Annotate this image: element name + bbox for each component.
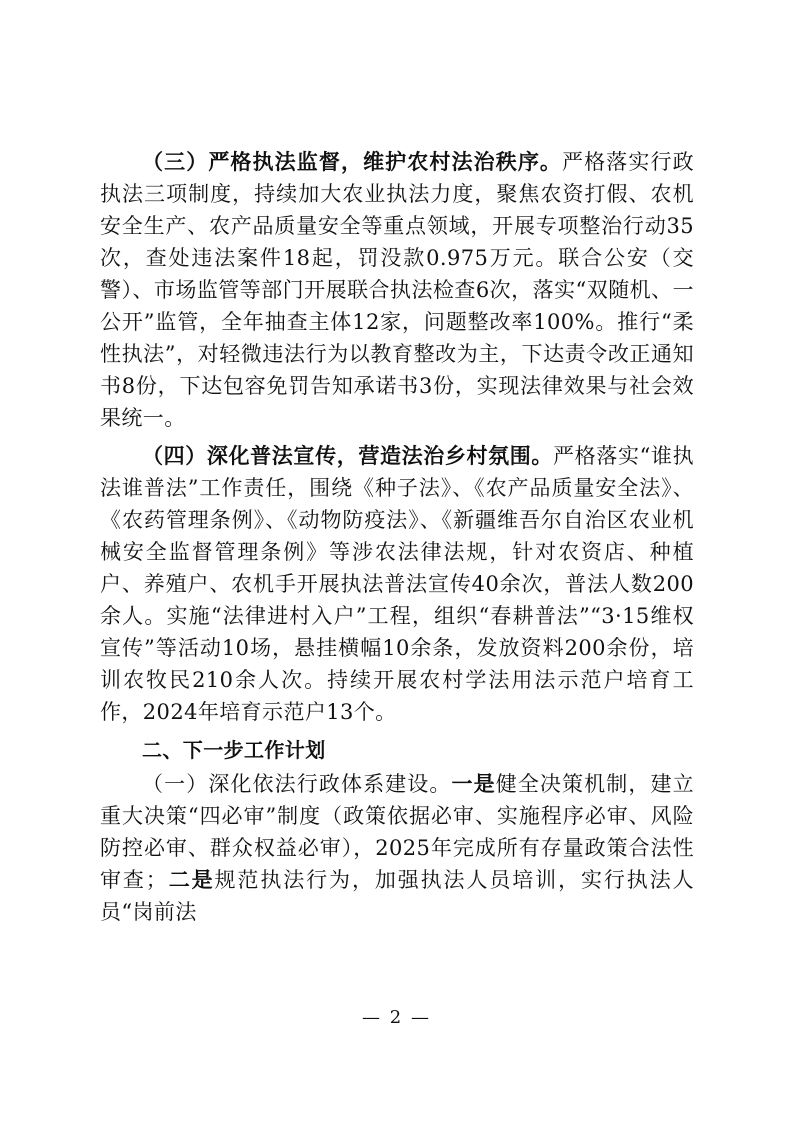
plan-second-text: 规范执法行为，加强执法人员培训，实行执法人员“岗前法 <box>100 868 694 924</box>
paragraph-law-enforcement-supervision <box>100 146 694 434</box>
plan-first-label: 一是 <box>451 771 496 796</box>
plan-first-text: 健全决策机制，建立重大决策“四必审”制度（政策依据必审、实施程序必审、风险防控必审、群众权益必审），2025年完成所有存量政策合法性审查； <box>100 772 694 892</box>
page-number: — 2 — <box>362 1007 431 1028</box>
section-heading: 二、下一步工作计划 <box>142 738 326 762</box>
paragraph-text: 严格落实“谁执法谁普法”工作责任，围绕《种子法》、《农产品质量安全法》、《农药管理条例》、《动物防疫法》、《新疆维吾尔自治区农业机械安全监督管理条例》等涉农法律法规，针对农资店、种植户、养殖户、农机手开展执法普法宣传40余次，普法人数200余人。实施“法律进村入户”工程，组织“春耕普法”“3·15维权宣传”等活动10场，悬挂横幅10余条，发放资料200余份，培训农牧民210余人次。持续开展农村学法用法示范户培育工作，2024年培育示范户13个。 <box>100 444 694 724</box>
paragraph-legal-publicity <box>100 440 694 728</box>
document-body <box>100 146 694 928</box>
paragraph-administrative-system <box>100 768 694 928</box>
paragraph-text: 严格落实行政执法三项制度，持续加大农业执法力度，聚焦农资打假、农机安全生产、农产品质量安全等重点领域，开展专项整治行动35次，查处违法案件18起，罚没款0.975万元。联合公安（交警）、市场监管等部门开展联合执法检查6次，落实“双随机、一公开”监管，全年抽查主体12家，问题整改率100%。推行“柔性执法”，对轻微违法行为以教育整改为主，下达责令改正通知书8份，下达包容免罚告知承诺书3份，实现法律效果与社会效果统一。 <box>100 150 694 430</box>
paragraph-lead: （四）深化普法宣传，营造法治乡村氛围。 <box>142 443 554 468</box>
plan-second-label: 二是 <box>167 867 215 892</box>
plan-lead: （一）深化依法行政体系建设。 <box>142 772 452 796</box>
paragraph-lead: （三）严格执法监督，维护农村法治秩序。 <box>142 149 563 174</box>
